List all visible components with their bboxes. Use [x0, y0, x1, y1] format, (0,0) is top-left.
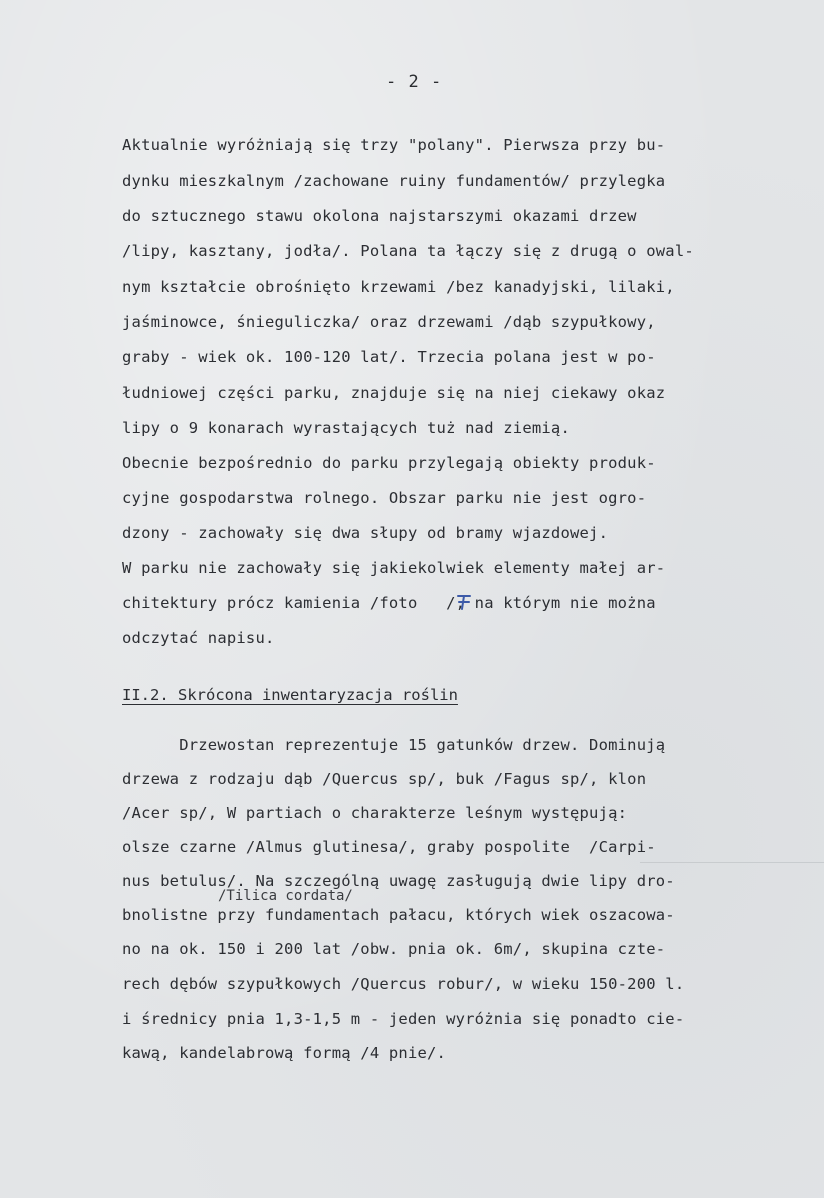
text-line: W parku nie zachowały się jakiekolwiek elementy małej ar- — [122, 559, 666, 577]
handwritten-photo-number-mark — [455, 592, 475, 612]
text-line: Obecnie bezpośrednio do parku przylegają obiekty produk- — [122, 454, 656, 472]
paper-fold-line — [640, 862, 824, 863]
text-line: no na ok. 150 i 200 lat /obw. pnia ok. 6m/, skupina czte- — [122, 940, 666, 958]
text-line: dynku mieszkalnym /zachowane ruiny fundamentów/ przylegka — [122, 172, 666, 190]
text-line: drzewa z rodzaju dąb /Quercus sp/, buk /Fagus sp/, klon — [122, 770, 647, 788]
text-line: Aktualnie wyróżniają się trzy "polany". Pierwsza przy bu- — [122, 136, 666, 154]
text-line: /lipy, kasztany, jodła/. Polana ta łączy się z drugą o owal- — [122, 242, 694, 260]
text-line: olsze czarne /Almus glutinesa/, graby pospolite /Carpi- — [122, 838, 656, 856]
text-line: bnolistne przy fundamentach pałacu, których wiek oszacowa- — [122, 906, 675, 924]
text-line: /Acer sp/, W partiach o charakterze leśnym występują: — [122, 804, 628, 822]
text-line: nus betulus/. Na szczególną uwagę zasługują dwie lipy dro- — [122, 872, 675, 890]
text-line: łudniowej części parku, znajduje się na niej ciekawy okaz — [122, 384, 666, 402]
interlinear-note: /Tilica cordata/ — [218, 888, 353, 904]
text-line: dzony - zachowały się dwa słupy od bramy wjazdowej. — [122, 524, 609, 542]
text-line: rech dębów szypułkowych /Quercus robur/, w wieku 150-200 l. — [122, 975, 685, 993]
text-line: nym kształcie obrośnięto krzewami /bez kanadyjski, lilaki, — [122, 278, 675, 296]
text-line: kawą, kandelabrową formą /4 pnie/. — [122, 1044, 447, 1062]
text-line: odczytać napisu. — [122, 629, 275, 647]
text-line: jaśminowce, śnieguliczka/ oraz drzewami /dąb szypułkowy, — [122, 313, 656, 331]
text-line: graby - wiek ok. 100-120 lat/. Trzecia polana jest w po- — [122, 348, 656, 366]
text-line: lipy o 9 konarach wyrastających tuż nad ziemią. — [122, 419, 570, 437]
text-line: i średnicy pnia 1,3-1,5 m - jeden wyróżnia się ponadto cie- — [122, 1010, 685, 1028]
text-line: cyjne gospodarstwa rolnego. Obszar parku nie jest ogro- — [122, 489, 647, 507]
section-heading: II.2. Skrócona inwentaryzacja roślin — [122, 686, 458, 704]
text-line: chitektury prócz kamienia /foto /, na którym nie można — [122, 594, 656, 612]
text-line: do sztucznego stawu okolona najstarszymi okazami drzew — [122, 207, 637, 225]
text-line: Drzewostan reprezentuje 15 gatunków drzew. Dominują — [122, 736, 666, 754]
page-number: - 2 - — [386, 72, 443, 92]
